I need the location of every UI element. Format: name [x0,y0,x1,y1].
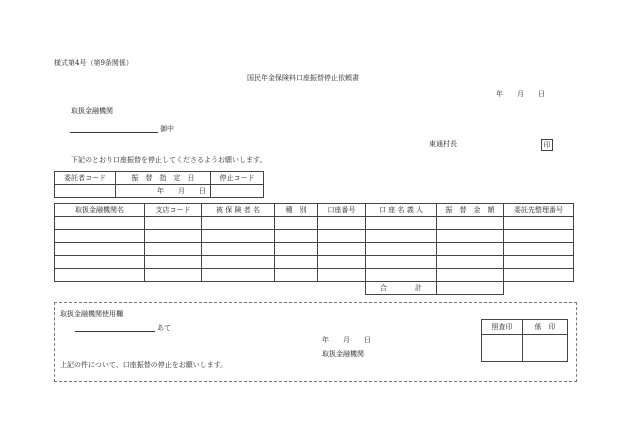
table-cell[interactable] [504,269,574,282]
seal-mark: 印 [541,139,553,151]
table-row [55,256,574,269]
table-cell[interactable] [437,243,504,256]
table-cell[interactable] [366,230,437,243]
table-cell[interactable] [437,230,504,243]
stamp-table [481,319,568,362]
table-cell[interactable] [55,243,145,256]
table-cell[interactable] [437,256,504,269]
stop-code-cell[interactable] [211,185,264,198]
header-transfer-amount: 振 替 金 額 [437,204,504,217]
bank-date: 年 月 日 [322,336,371,344]
bank-name-line [70,132,158,133]
addressee-label: 取扱金融機関 [71,107,113,115]
bank-use-heading: 取扱金融機関使用欄 [60,310,123,318]
table-cell[interactable] [504,217,574,230]
table-cell[interactable] [275,230,318,243]
honorific: 御中 [160,125,174,133]
table-cell[interactable] [145,243,202,256]
form-number: 様式第4号（第9条関係） [54,59,133,67]
recipient-suffix: あて [157,324,171,332]
header-reference-number: 委託先整理番号 [504,204,574,217]
total-label: 合 計 [366,282,437,295]
header-branch-code: 支店コード [145,204,202,217]
table-cell[interactable] [437,217,504,230]
header-transfer-date: 振 替 指 定 日 [116,172,211,185]
header-insured-name: 被 保 険 者 名 [202,204,275,217]
table-cell[interactable] [504,230,574,243]
check-stamp-cell[interactable] [482,335,523,362]
table-cell[interactable] [145,230,202,243]
table-cell[interactable] [202,217,275,230]
table-row [55,269,574,282]
table-cell[interactable] [145,217,202,230]
table-cell[interactable] [504,256,574,269]
total-spacer [55,282,366,295]
header-clerk-stamp: 係 印 [523,320,568,335]
summary-table [54,171,264,198]
table-row [55,230,574,243]
transfer-date-cell[interactable]: 年 月 日 [116,185,211,198]
table-cell[interactable] [202,230,275,243]
total-spacer-right [504,282,574,295]
table-cell[interactable] [275,256,318,269]
table-cell[interactable] [202,269,275,282]
table-cell[interactable] [318,269,366,282]
table-cell[interactable] [366,243,437,256]
header-type: 種 別 [275,204,318,217]
table-cell[interactable] [504,243,574,256]
sender-name: 東通村長 [429,140,457,148]
table-row [55,217,574,230]
recipient-line [75,331,155,332]
table-cell[interactable] [145,269,202,282]
header-check-stamp: 照査印 [482,320,523,335]
header-consignor-code: 委託者コード [55,172,116,185]
request-text: 下記のとおり口座振替を停止してくださるようお願いします。 [71,156,267,164]
table-cell[interactable] [366,217,437,230]
table-cell[interactable] [55,269,145,282]
header-account-holder: 口 座 名 義 人 [366,204,437,217]
table-cell[interactable] [275,243,318,256]
header-bank-name: 取扱金融機関名 [55,204,145,217]
table-cell[interactable] [318,217,366,230]
table-cell[interactable] [55,217,145,230]
table-cell[interactable] [202,243,275,256]
table-cell[interactable] [145,256,202,269]
table-cell[interactable] [318,230,366,243]
consignor-code-cell[interactable] [55,185,116,198]
table-cell[interactable] [55,230,145,243]
table-cell[interactable] [202,256,275,269]
table-cell[interactable] [275,217,318,230]
request-date: 年 月 日 [496,90,545,98]
total-amount-cell[interactable] [437,282,504,295]
confirm-text: 上記の件について、口座振替の停止をお願いします。 [60,361,228,369]
table-row [55,243,574,256]
table-cell[interactable] [318,243,366,256]
main-table [54,203,574,295]
table-cell[interactable] [437,269,504,282]
header-account-number: 口座番号 [318,204,366,217]
table-cell[interactable] [55,256,145,269]
table-cell[interactable] [366,269,437,282]
document-title: 国民年金保険料口座振替停止依頼書 [247,74,359,82]
table-cell[interactable] [318,256,366,269]
header-stop-code: 停止コード [211,172,264,185]
clerk-stamp-cell[interactable] [523,335,568,362]
table-cell[interactable] [366,256,437,269]
table-cell[interactable] [275,269,318,282]
total-row [55,282,574,295]
bank-label: 取扱金融機関 [322,350,364,358]
